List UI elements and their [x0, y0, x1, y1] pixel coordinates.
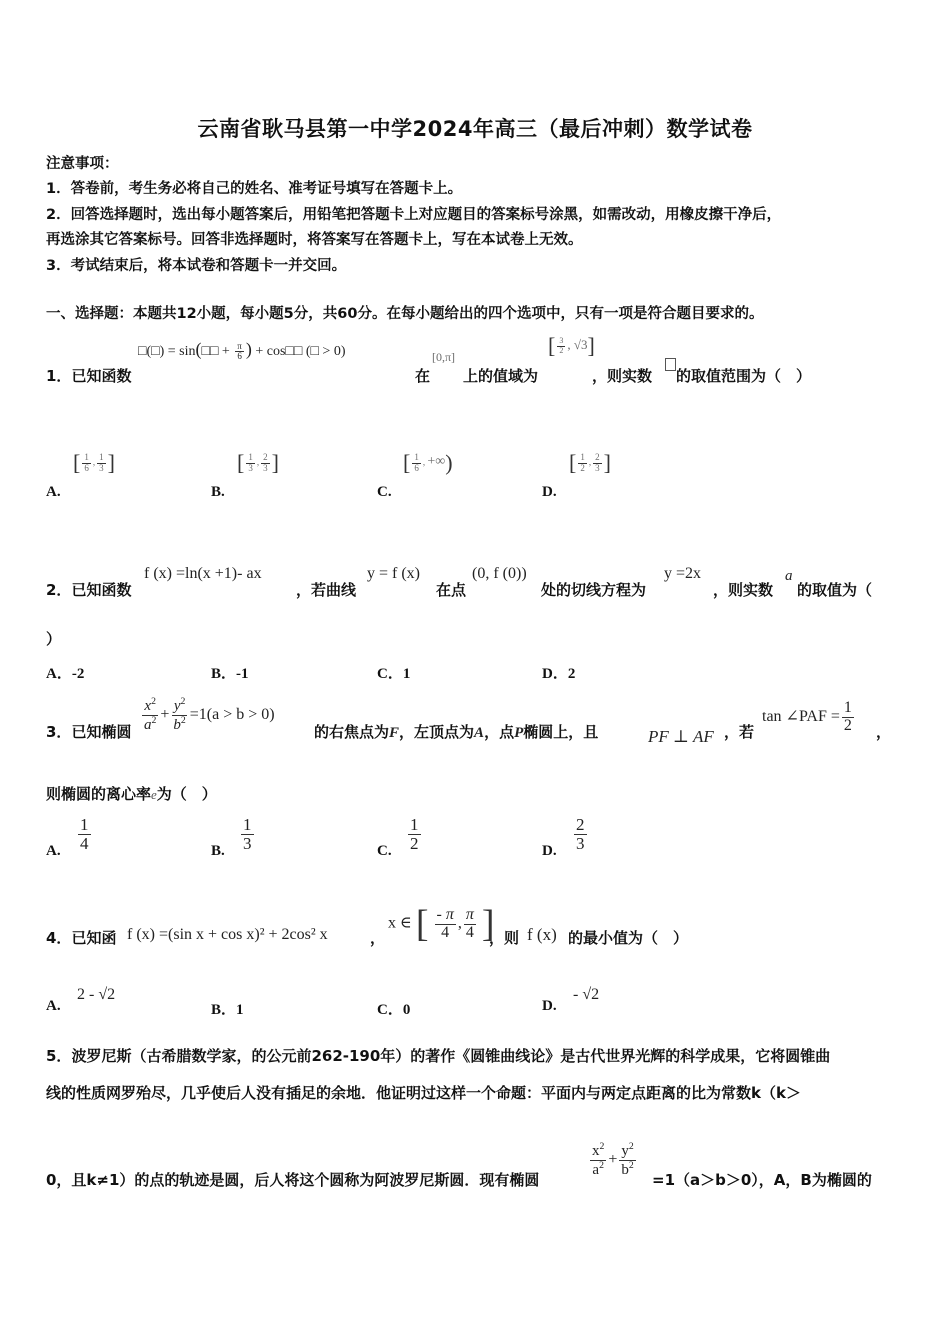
q3-number: 3．	[46, 723, 72, 741]
q1-number: 1．	[46, 367, 72, 385]
q1-text: 已知函数	[71, 367, 132, 385]
q1-interval: [0,π]	[432, 350, 456, 364]
q4-option-a-label[interactable]: A.	[46, 998, 61, 1014]
q1-option-c-label[interactable]: C.	[377, 484, 392, 500]
q1-option-a-value: [ $\frac{1}{6}$ , $\frac{1}{3}$ ]	[73, 450, 115, 475]
q1-formula: □(□) = sin(□□ + $\frac{\pi}{6}$ ) + cos□□ (□ > 0)	[138, 339, 346, 362]
q3-option-c-label[interactable]: C.	[377, 843, 392, 859]
q2-var: a	[785, 568, 793, 584]
q4-option-a-value: 2 - √2	[77, 986, 116, 1003]
q4-text-then: ，则	[489, 929, 520, 947]
q2-option-a[interactable]: A．-2	[46, 666, 85, 682]
q1-text-at: 在	[415, 367, 431, 385]
q1-text-real: ，则实数	[592, 367, 653, 385]
page-title: 云南省耿马县第一中学2024年高三（最后冲刺）数学试卷	[197, 117, 753, 141]
notice-item-3: 3．考试结束后，将本试卷和答题卡一并交回。	[46, 258, 347, 274]
q4-option-d-label[interactable]: D.	[542, 998, 557, 1014]
q3-line2: 则椭圆的离心率e为（ ）	[46, 785, 217, 803]
notice-item-1: 1．答卷前，考生务必将自己的姓名、准考证号填写在答题卡上。	[46, 181, 463, 197]
q4-text-comma: ，	[370, 929, 386, 947]
notice-heading: 注意事项：	[46, 156, 119, 172]
q3-option-d-value: $\frac{2}{3}$	[576, 815, 585, 853]
q1-option-a-label[interactable]: A.	[46, 484, 61, 500]
q3-tan: tan ∠PAF = $\frac{1}{2}$	[762, 699, 852, 734]
q4-option-b[interactable]: B．1	[211, 1002, 244, 1018]
q3-option-b-value: $\frac{1}{3}$	[243, 815, 252, 853]
q5-ellipse: $\frac{x^2}{a^2}$ + $\frac{y^2}{b^2}$	[592, 1141, 634, 1178]
q2-text-close: ）	[46, 630, 62, 648]
q4-domain: x ∈ [ $\frac{- \pi}{4}$ , $\frac{\pi}{4}$ ]	[388, 903, 495, 945]
q5-line-1: 5．波罗尼斯（古希腊数学家，的公元前262-190年）的著作《圆锥曲线论》是古代世界光辉的科学成果，它将圆锥曲	[46, 1047, 831, 1065]
q1-range: [ $\frac{3}{2}$ , √3]	[548, 333, 595, 358]
q4-fx: f (x)	[527, 925, 557, 944]
q2-curve: y = f (x)	[367, 565, 421, 582]
q2-number: 2．	[46, 581, 72, 599]
q2-tangent: y =2x	[664, 565, 702, 582]
q2-text-real: ，则实数	[713, 581, 774, 599]
section-heading: 一、选择题：本题共12小题，每小题5分，共60分。在每小题给出的四个选项中，只有一项是符合题目要求的。	[46, 306, 764, 322]
q2-text-tangent: 处的切线方程为	[541, 581, 647, 599]
q4-option-d-value: - √2	[573, 986, 600, 1003]
q3-option-b-label[interactable]: B.	[211, 843, 225, 859]
q1-option-b-label[interactable]: B.	[211, 484, 225, 500]
q2-text-ask: 的取值为（	[797, 581, 873, 599]
q3-ellipse: $\frac{x^2}{a^2}$ + $\frac{y^2}{b^2}$ =1(a > b > 0)	[144, 696, 275, 733]
q3-option-a-value: $\frac{1}{4}$	[80, 815, 89, 853]
q4-option-c[interactable]: C．0	[377, 1002, 411, 1018]
q2-option-b[interactable]: B．-1	[211, 666, 249, 682]
q3-text-if: ，若	[724, 723, 755, 741]
q2-text-curve: ，若曲线	[296, 581, 357, 599]
q2-option-d[interactable]: D．2	[542, 666, 576, 682]
q1-option-d-label[interactable]: D.	[542, 484, 557, 500]
q3-perp: PF ⊥ AF	[648, 727, 714, 746]
q2-function: f (x) =ln(x +1)- ax	[144, 565, 262, 582]
q4-text-ask: 的最小值为（ ）	[568, 929, 689, 947]
q1-option-d-value: [ $\frac{1}{2}$ , $\frac{2}{3}$ ]	[569, 450, 611, 475]
q2-option-c[interactable]: C．1	[377, 666, 411, 682]
q1-text-range: 上的值域为	[463, 367, 539, 385]
q3-option-d-label[interactable]: D.	[542, 843, 557, 859]
q2-point: (0, f (0))	[472, 565, 527, 582]
q5-line-3b: =1（a＞b＞0），A，B为椭圆的	[652, 1171, 872, 1189]
q2-text-point: 在点	[436, 581, 467, 599]
q3-option-a-label[interactable]: A.	[46, 843, 61, 859]
notice-item-2: 2．回答选择题时，选出每小题答案后，用铅笔把答题卡上对应题目的答案标号涂黑，如需改动，用橡皮擦干净后，	[46, 207, 782, 223]
q1-text-ask: 的取值范围为（ ）	[676, 367, 812, 385]
q5-line-2: 线的性质网罗殆尽，几乎使后人没有插足的余地．他证明过这样一个命题：平面内与两定点距离的比为常数k（k＞	[46, 1084, 801, 1102]
q3-text-comma: ，	[876, 723, 892, 741]
q3-option-c-value: $\frac{1}{2}$	[410, 815, 419, 853]
q4-number: 4．	[46, 929, 72, 947]
q1-option-c-value: [ $\frac{1}{6}$ , +∞)	[403, 450, 453, 475]
q3-text-main: 的右焦点为F，左顶点为A，点P椭圆上，且	[314, 723, 599, 741]
q4-function: f (x) =(sin x + cos x)² + 2cos² x	[127, 926, 328, 943]
q1-option-b-value: [ $\frac{1}{3}$ , $\frac{2}{3}$ ]	[237, 450, 279, 475]
q5-line-3a: 0，且k≠1）的点的轨迹是圆，后人将这个圆称为阿波罗尼斯圆．现有椭圆	[46, 1171, 540, 1189]
notice-item-2-cont: 再选涂其它答案标号。回答非选择题时，将答案写在答题卡上，写在本试卷上无效。	[46, 232, 583, 248]
